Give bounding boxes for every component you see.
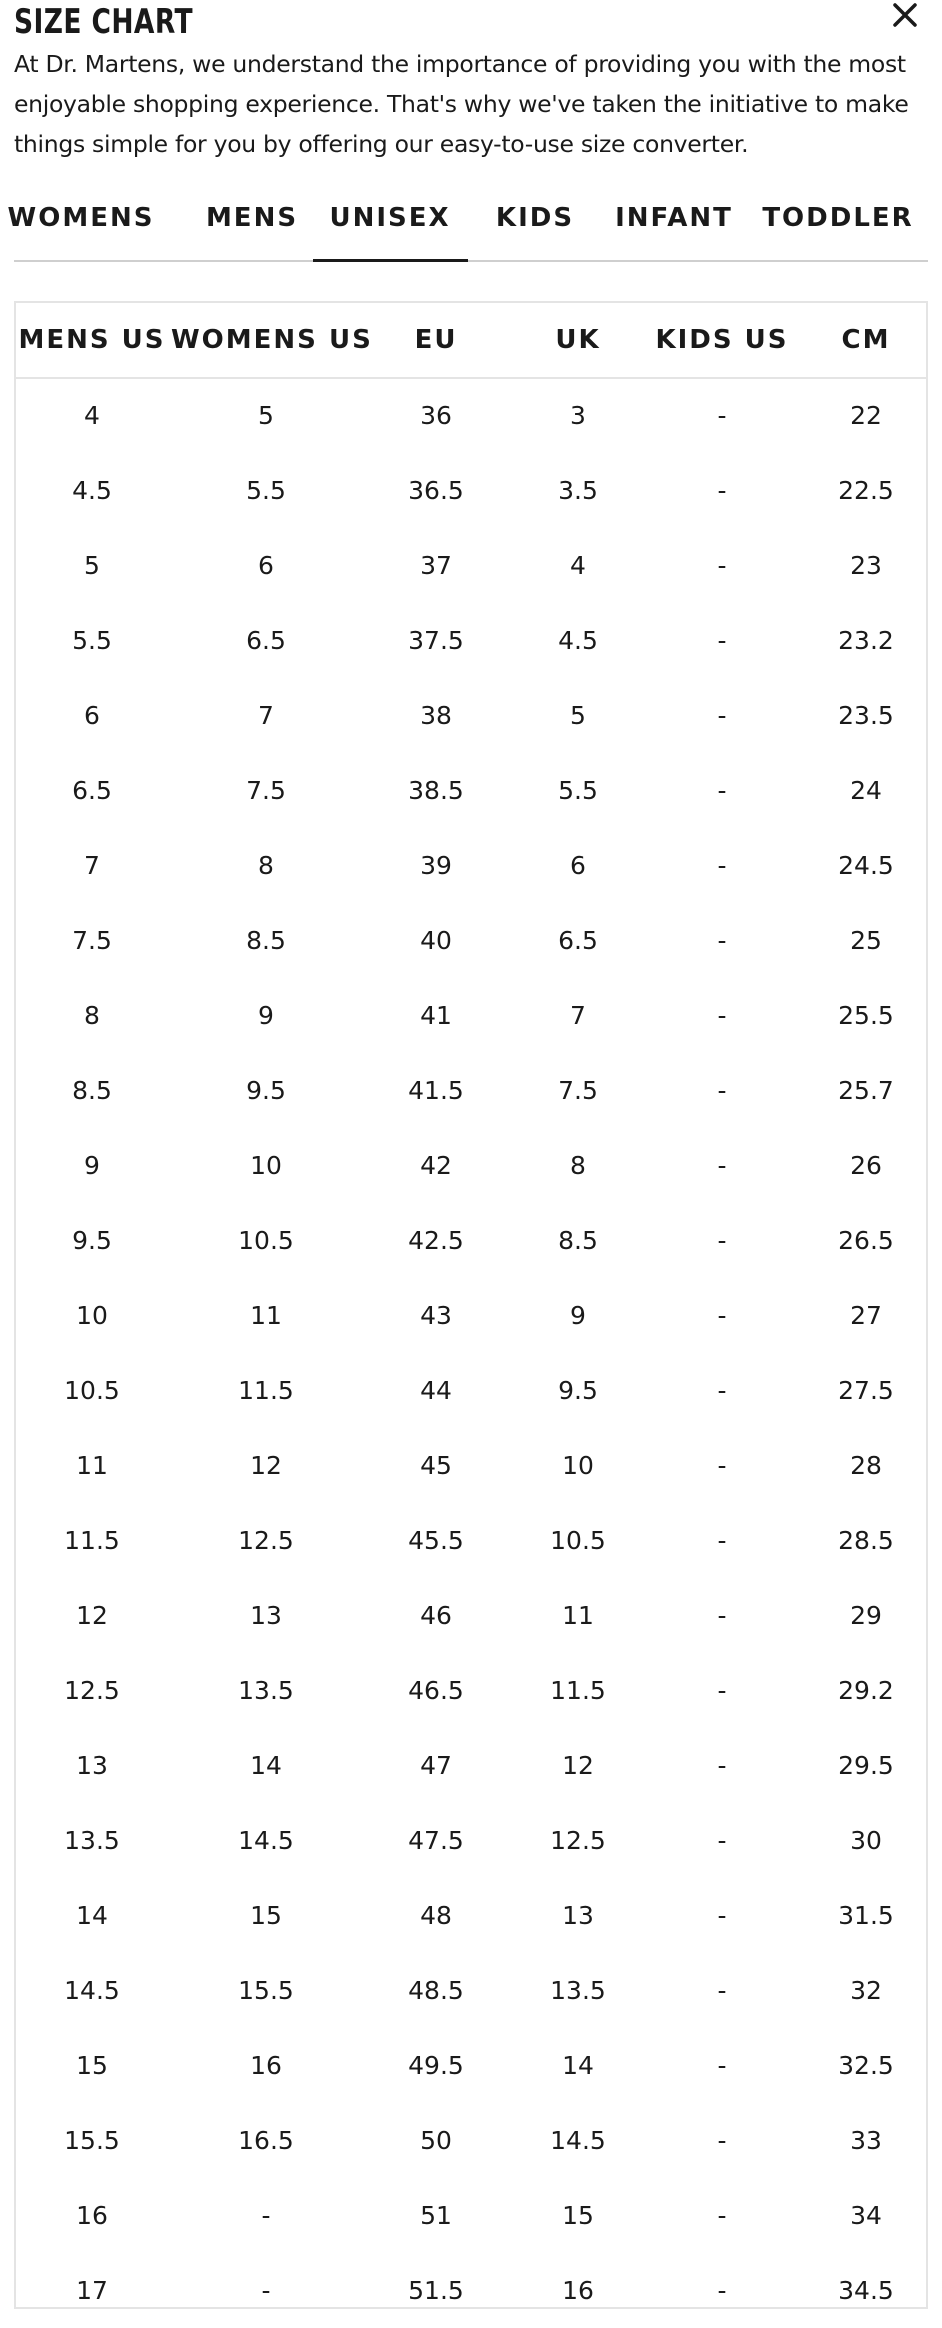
tab-mens[interactable]: MENS — [205, 203, 299, 233]
table-row — [16, 904, 926, 978]
table-cell: 13 — [250, 1601, 282, 1630]
table-cell: 10 — [76, 1301, 108, 1330]
table-cell: 10.5 — [550, 1526, 606, 1555]
table-row — [16, 1129, 926, 1203]
table-cell: 16.5 — [238, 2126, 294, 2155]
table-cell: 7 — [84, 851, 100, 880]
table-cell: 26 — [850, 1151, 882, 1180]
table-row — [16, 2104, 926, 2178]
table-cell: 8.5 — [558, 1226, 598, 1255]
table-cell: 12 — [76, 1601, 108, 1630]
table-cell: 48.5 — [408, 1976, 464, 2005]
table-cell: 16 — [76, 2201, 108, 2230]
table-cell: 37.5 — [408, 626, 464, 655]
intro-text: At Dr. Martens, we understand the importance of providing you with the most enjoyable shopping experience. That's why we've taken the initiative to make things simple for you by offering our easy-to-use size converter. — [14, 50, 909, 158]
table-cell: 12.5 — [550, 1826, 606, 1855]
table-cell: 17 — [76, 2276, 108, 2305]
table-cell: 3.5 — [558, 476, 598, 505]
table-cell: - — [717, 476, 727, 505]
table-cell: 15.5 — [238, 1976, 294, 2005]
table-cell: 8.5 — [72, 1076, 112, 1105]
table-cell: 5 — [570, 701, 586, 730]
table-row — [16, 2254, 926, 2328]
table-row — [16, 1279, 926, 1353]
table-cell: 9 — [84, 1151, 100, 1180]
column-header-womens-us: WOMENS US — [171, 325, 373, 355]
table-cell: 13.5 — [238, 1676, 294, 1705]
table-cell: 48 — [420, 1901, 452, 1930]
table-cell: 23.5 — [838, 701, 894, 730]
table-row — [16, 1579, 926, 1653]
table-cell: 25 — [850, 926, 882, 955]
table-cell: 14 — [250, 1751, 282, 1780]
table-cell: 45.5 — [408, 1526, 464, 1555]
table-cell: - — [717, 2126, 727, 2155]
table-cell: 6.5 — [558, 926, 598, 955]
table-cell: - — [717, 401, 727, 430]
table-cell: 14 — [76, 1901, 108, 1930]
table-cell: 29 — [850, 1601, 882, 1630]
table-cell: 51 — [420, 2201, 452, 2230]
table-cell: 23.2 — [838, 626, 894, 655]
table-cell: 47.5 — [408, 1826, 464, 1855]
tab-infant[interactable]: INFANT — [615, 203, 733, 233]
table-cell: - — [717, 1751, 727, 1780]
table-cell: - — [717, 1526, 727, 1555]
table-cell: 40 — [420, 926, 452, 955]
table-cell: 5.5 — [246, 476, 286, 505]
table-row — [16, 1654, 926, 1728]
table-cell: - — [261, 2201, 271, 2230]
table-cell: 27.5 — [838, 1376, 894, 1405]
table-cell: 50 — [420, 2126, 452, 2155]
table-cell: 25.7 — [838, 1076, 894, 1105]
table-cell: 7 — [570, 1001, 586, 1030]
table-cell: 12.5 — [238, 1526, 294, 1555]
column-header-mens-us: MENS US — [18, 325, 166, 355]
table-cell: 11 — [76, 1451, 108, 1480]
table-cell: 32.5 — [838, 2051, 894, 2080]
table-cell: 36.5 — [408, 476, 464, 505]
table-cell: 46 — [420, 1601, 452, 1630]
table-cell: - — [717, 2276, 727, 2305]
page-title: SIZE CHART — [14, 2, 193, 42]
table-cell: 13 — [562, 1901, 594, 1930]
table-cell: 7.5 — [558, 1076, 598, 1105]
table-cell: 29.2 — [838, 1676, 894, 1705]
table-row — [16, 604, 926, 678]
table-row — [16, 679, 926, 753]
table-cell: 7.5 — [246, 776, 286, 805]
table-row — [16, 454, 926, 528]
table-cell: 16 — [562, 2276, 594, 2305]
table-cell: 13.5 — [64, 1826, 120, 1855]
table-cell: 15 — [76, 2051, 108, 2080]
table-row — [16, 1804, 926, 1878]
table-cell: 13.5 — [550, 1976, 606, 2005]
table-cell: 11.5 — [550, 1676, 606, 1705]
table-cell: 22 — [850, 401, 882, 430]
table-cell: - — [717, 1001, 727, 1030]
table-cell: 41 — [420, 1001, 452, 1030]
table-cell: 38.5 — [408, 776, 464, 805]
table-cell: 7.5 — [72, 926, 112, 955]
close-button[interactable] — [890, 0, 920, 30]
table-cell: - — [717, 1601, 727, 1630]
table-cell: 22.5 — [838, 476, 894, 505]
table-cell: - — [717, 1826, 727, 1855]
table-cell: 5.5 — [558, 776, 598, 805]
table-cell: 47 — [420, 1751, 452, 1780]
table-cell: 6 — [258, 551, 274, 580]
table-cell: 37 — [420, 551, 452, 580]
table-cell: 4.5 — [558, 626, 598, 655]
table-cell: - — [717, 776, 727, 805]
table-cell: 10.5 — [238, 1226, 294, 1255]
table-row — [16, 529, 926, 603]
table-cell: 49.5 — [408, 2051, 464, 2080]
table-cell: - — [717, 626, 727, 655]
table-cell: 6.5 — [72, 776, 112, 805]
tab-unisex[interactable]: UNISEX — [313, 192, 468, 260]
column-header-eu: EU — [414, 325, 458, 355]
table-cell: - — [717, 851, 727, 880]
table-row — [16, 1954, 926, 2028]
table-cell: 5 — [84, 551, 100, 580]
table-cell: - — [717, 1151, 727, 1180]
table-cell: 11.5 — [64, 1526, 120, 1555]
table-cell: 29.5 — [838, 1751, 894, 1780]
table-cell: 33 — [850, 2126, 882, 2155]
table-cell: 25.5 — [838, 1001, 894, 1030]
table-cell: 42 — [420, 1151, 452, 1180]
tab-womens[interactable]: WOMENS — [7, 203, 155, 233]
table-row — [16, 979, 926, 1053]
tab-toddler[interactable]: TODDLER — [762, 203, 914, 233]
table-cell: 32 — [850, 1976, 882, 2005]
table-cell: - — [717, 551, 727, 580]
table-cell: - — [717, 1451, 727, 1480]
table-cell: 15 — [562, 2201, 594, 2230]
table-cell: 10 — [250, 1151, 282, 1180]
table-row — [16, 1879, 926, 1953]
table-cell: - — [717, 1901, 727, 1930]
table-cell: 11.5 — [238, 1376, 294, 1405]
table-row — [16, 1504, 926, 1578]
table-cell: 9.5 — [72, 1226, 112, 1255]
table-cell: 15.5 — [64, 2126, 120, 2155]
table-cell: - — [717, 1976, 727, 2005]
table-cell: 8 — [258, 851, 274, 880]
table-cell: 14.5 — [64, 1976, 120, 2005]
table-cell: 11 — [562, 1601, 594, 1630]
size-tabs — [7, 192, 928, 262]
table-cell: 12 — [250, 1451, 282, 1480]
table-cell: 6 — [84, 701, 100, 730]
table-cell: 23 — [850, 551, 882, 580]
table-cell: 4 — [84, 401, 100, 430]
column-header-cm: CM — [841, 325, 891, 355]
table-cell: 9.5 — [246, 1076, 286, 1105]
table-row — [16, 829, 926, 903]
table-cell: 15 — [250, 1901, 282, 1930]
table-cell: 3 — [570, 401, 586, 430]
table-cell: 43 — [420, 1301, 452, 1330]
table-row — [16, 1204, 926, 1278]
table-cell: 51.5 — [408, 2276, 464, 2305]
table-cell: - — [717, 1226, 727, 1255]
table-row — [16, 2029, 926, 2103]
table-cell: 10 — [562, 1451, 594, 1480]
table-row — [16, 1429, 926, 1503]
table-cell: 42.5 — [408, 1226, 464, 1255]
table-cell: 8 — [570, 1151, 586, 1180]
table-cell: 24.5 — [838, 851, 894, 880]
table-row — [16, 2179, 926, 2253]
table-cell: 27 — [850, 1301, 882, 1330]
table-cell: 13 — [76, 1751, 108, 1780]
table-row — [16, 1054, 926, 1128]
table-cell: 46.5 — [408, 1676, 464, 1705]
table-cell: 9 — [258, 1001, 274, 1030]
table-cell: 12 — [562, 1751, 594, 1780]
size-table — [14, 301, 928, 2309]
table-cell: 9 — [570, 1301, 586, 1330]
table-row — [16, 1729, 926, 1803]
table-header — [16, 303, 926, 379]
table-cell: 34.5 — [838, 2276, 894, 2305]
table-row — [16, 379, 926, 453]
table-cell: 38 — [420, 701, 452, 730]
table-cell: - — [717, 1676, 727, 1705]
tab-kids[interactable]: KIDS — [495, 203, 575, 233]
table-cell: 14.5 — [238, 1826, 294, 1855]
table-cell: - — [717, 701, 727, 730]
table-cell: 30 — [850, 1826, 882, 1855]
table-cell: 6.5 — [246, 626, 286, 655]
table-cell: 24 — [850, 776, 882, 805]
table-cell: - — [261, 2276, 271, 2305]
table-cell: 10.5 — [64, 1376, 120, 1405]
table-cell: 28.5 — [838, 1526, 894, 1555]
table-cell: 34 — [850, 2201, 882, 2230]
table-cell: 8 — [84, 1001, 100, 1030]
table-cell: 4 — [570, 551, 586, 580]
table-cell: 8.5 — [246, 926, 286, 955]
table-cell: 5.5 — [72, 626, 112, 655]
table-cell: 7 — [258, 701, 274, 730]
table-cell: 12.5 — [64, 1676, 120, 1705]
table-cell: 45 — [420, 1451, 452, 1480]
table-cell: 36 — [420, 401, 452, 430]
table-row — [16, 754, 926, 828]
table-cell: 26.5 — [838, 1226, 894, 1255]
table-cell: 41.5 — [408, 1076, 464, 1105]
table-row — [16, 1354, 926, 1428]
table-cell: 11 — [250, 1301, 282, 1330]
table-cell: 28 — [850, 1451, 882, 1480]
table-cell: - — [717, 2051, 727, 2080]
table-cell: - — [717, 2201, 727, 2230]
table-cell: 39 — [420, 851, 452, 880]
table-cell: 16 — [250, 2051, 282, 2080]
table-cell: 5 — [258, 401, 274, 430]
close-icon — [890, 0, 920, 30]
table-cell: 14.5 — [550, 2126, 606, 2155]
table-cell: 6 — [570, 851, 586, 880]
column-header-uk: UK — [555, 325, 601, 355]
table-cell: - — [717, 1301, 727, 1330]
table-cell: - — [717, 1376, 727, 1405]
table-cell: - — [717, 1076, 727, 1105]
table-cell: 44 — [420, 1376, 452, 1405]
table-cell: - — [717, 926, 727, 955]
table-cell: 9.5 — [558, 1376, 598, 1405]
column-header-kids-us: KIDS US — [655, 325, 789, 355]
table-cell: 31.5 — [838, 1901, 894, 1930]
table-cell: 14 — [562, 2051, 594, 2080]
table-cell: 4.5 — [72, 476, 112, 505]
